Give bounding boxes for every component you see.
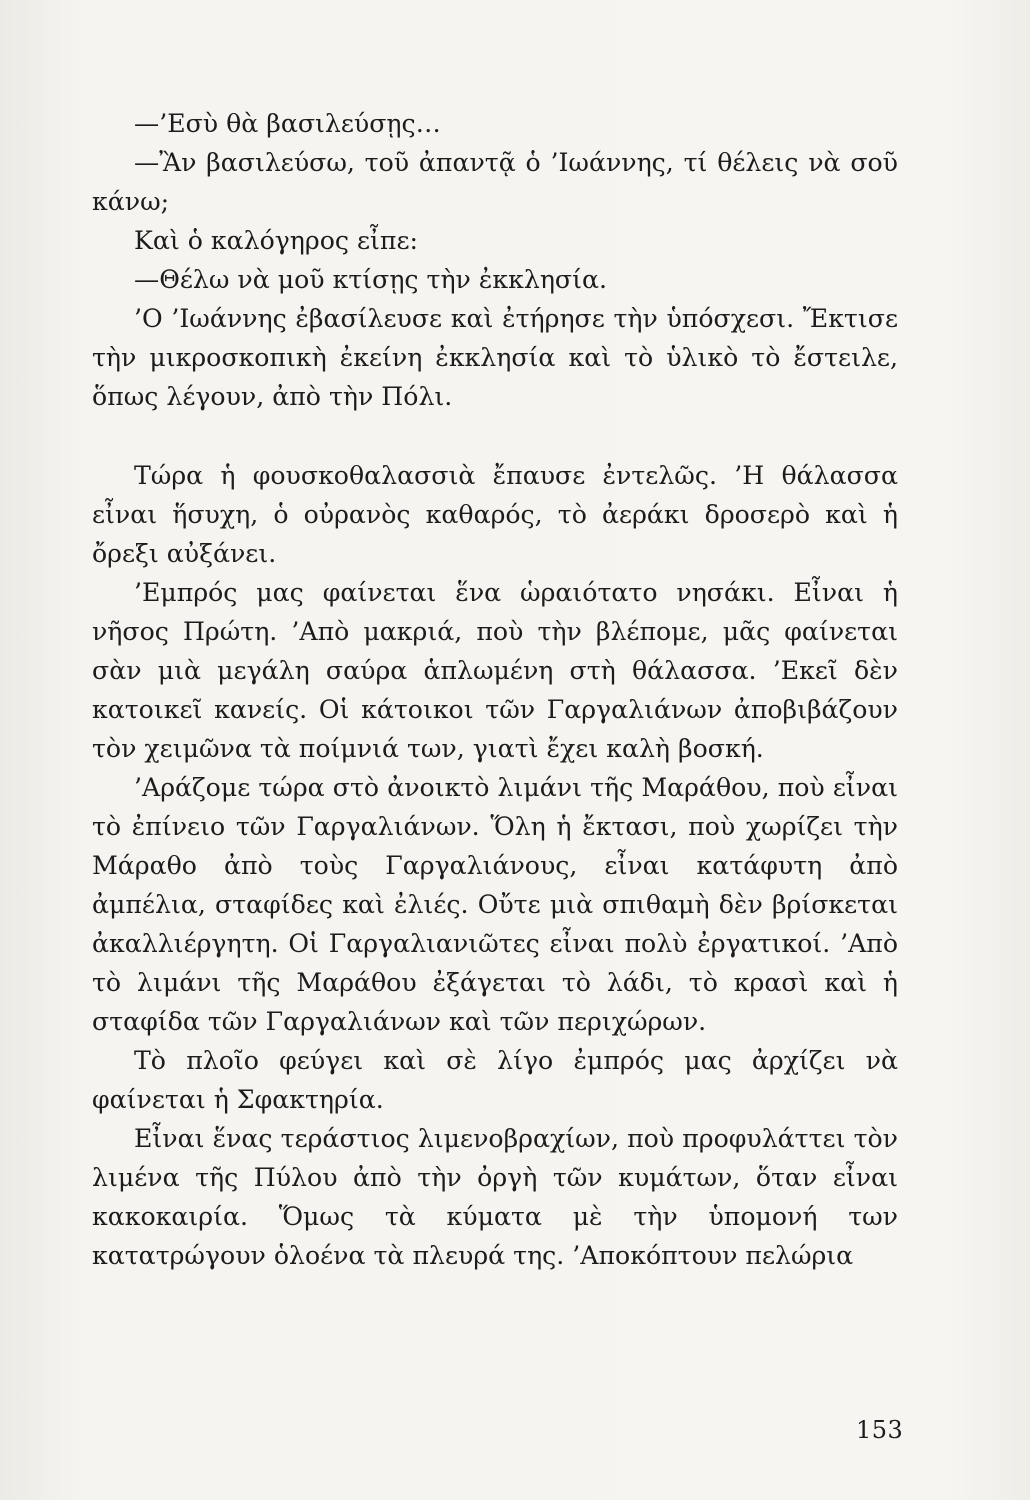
- paragraph-4: —Θέλω νὰ μοῦ κτίσῃς τὴν ἐκκλησία.: [134, 265, 608, 294]
- page-body: [92, 104, 898, 1275]
- paragraph-1: —’Εσὺ θὰ βασιλεύσῃς…: [134, 109, 441, 138]
- paragraph-6: Τώρα ἡ φουσκοθαλασσιὰ ἔπαυσε ἐντελῶς. ’Η θάλασσα εἶναι ἥσυχη, ὁ οὐρανὸς καθαρός, τὸ ἀεράκι δροσερὸ καὶ ἡ ὄρεξι αὐξάνει.: [92, 461, 898, 568]
- paragraph-9: Τὸ πλοῖο φεύγει καὶ σὲ λίγο ἐμπρός μας ἀρχίζει νὰ φαίνεται ἡ Σφακτηρία.: [92, 1046, 898, 1114]
- paragraph-10: Εἶναι ἕνας τεράστιος λιμενοβραχίων, ποὺ προφυλάττει τὸν λιμένα τῆς Πύλου ἀπὸ τὴν ὀργὴ τῶν κυμάτων, ὅταν εἶναι κακοκαιρία. Ὅμως τὰ κύματα μὲ τὴν ὑπομονή των κατατρώγουν ὁλοένα τὰ πλευρά της. ’Αποκόπτουν πελώρια: [92, 1124, 898, 1270]
- section-break: [92, 416, 898, 456]
- paragraph-5: ’Ο ’Ιωάννης ἐβασίλευσε καὶ ἐτήρησε τὴν ὑπόσχεσι. Ἔκτισε τὴν μικροσκοπικὴ ἐκείνη ἐκκλησία καὶ τὸ ὑλικὸ τὸ ἔστειλε, ὅπως λέγουν, ἀπὸ τὴν Πόλι.: [92, 304, 898, 411]
- paragraph-2: —Ἂν βασιλεύσω, τοῦ ἀπαντᾷ ὁ ’Ιωάννης, τί θέλεις νὰ σοῦ κάνω;: [92, 148, 898, 216]
- paragraph-7: ’Εμπρός μας φαίνεται ἕνα ὡραιότατο νησάκι. Εἶναι ἡ νῆσος Πρώτη. ’Απὸ μακριά, ποὺ τὴν βλέπομε, μᾶς φαίνεται σὰν μιὰ μεγάλη σαύρα ἁπλωμένη στὴ θάλασσα. ’Εκεῖ δὲν κατοικεῖ κανείς. Οἱ κάτοικοι τῶν Γαργαλιάνων ἀποβιβάζουν τὸν χειμῶνα τὰ ποίμνιά των, γιατὶ ἔχει καλὴ βοσκή.: [92, 578, 898, 763]
- page-number: 153: [856, 1416, 904, 1444]
- paragraph-3: Καὶ ὁ καλόγηρος εἶπε:: [134, 226, 418, 255]
- paragraph-8: ’Αράζομε τώρα στὸ ἀνοικτὸ λιμάνι τῆς Μαράθου, ποὺ εἶναι τὸ ἐπίνειο τῶν Γαργαλιάνων. Ὅλη ἡ ἔκτασι, ποὺ χωρίζει τὴν Μάραθο ἀπὸ τοὺς Γαργαλιάνους, εἶναι κατάφυτη ἀπὸ ἀμπέλια, σταφίδες καὶ ἐλιές. Οὔτε μιὰ σπιθαμὴ δὲν βρίσκεται ἀκαλλιέργητη. Οἱ Γαργαλιανιῶτες εἶναι πολὺ ἐργατικοί. ’Απὸ τὸ λιμάνι τῆς Μαράθου ἐξάγεται τὸ λάδι, τὸ κρασὶ καὶ ἡ σταφίδα τῶν Γαργαλιάνων καὶ τῶν περιχώρων.: [92, 773, 898, 1036]
